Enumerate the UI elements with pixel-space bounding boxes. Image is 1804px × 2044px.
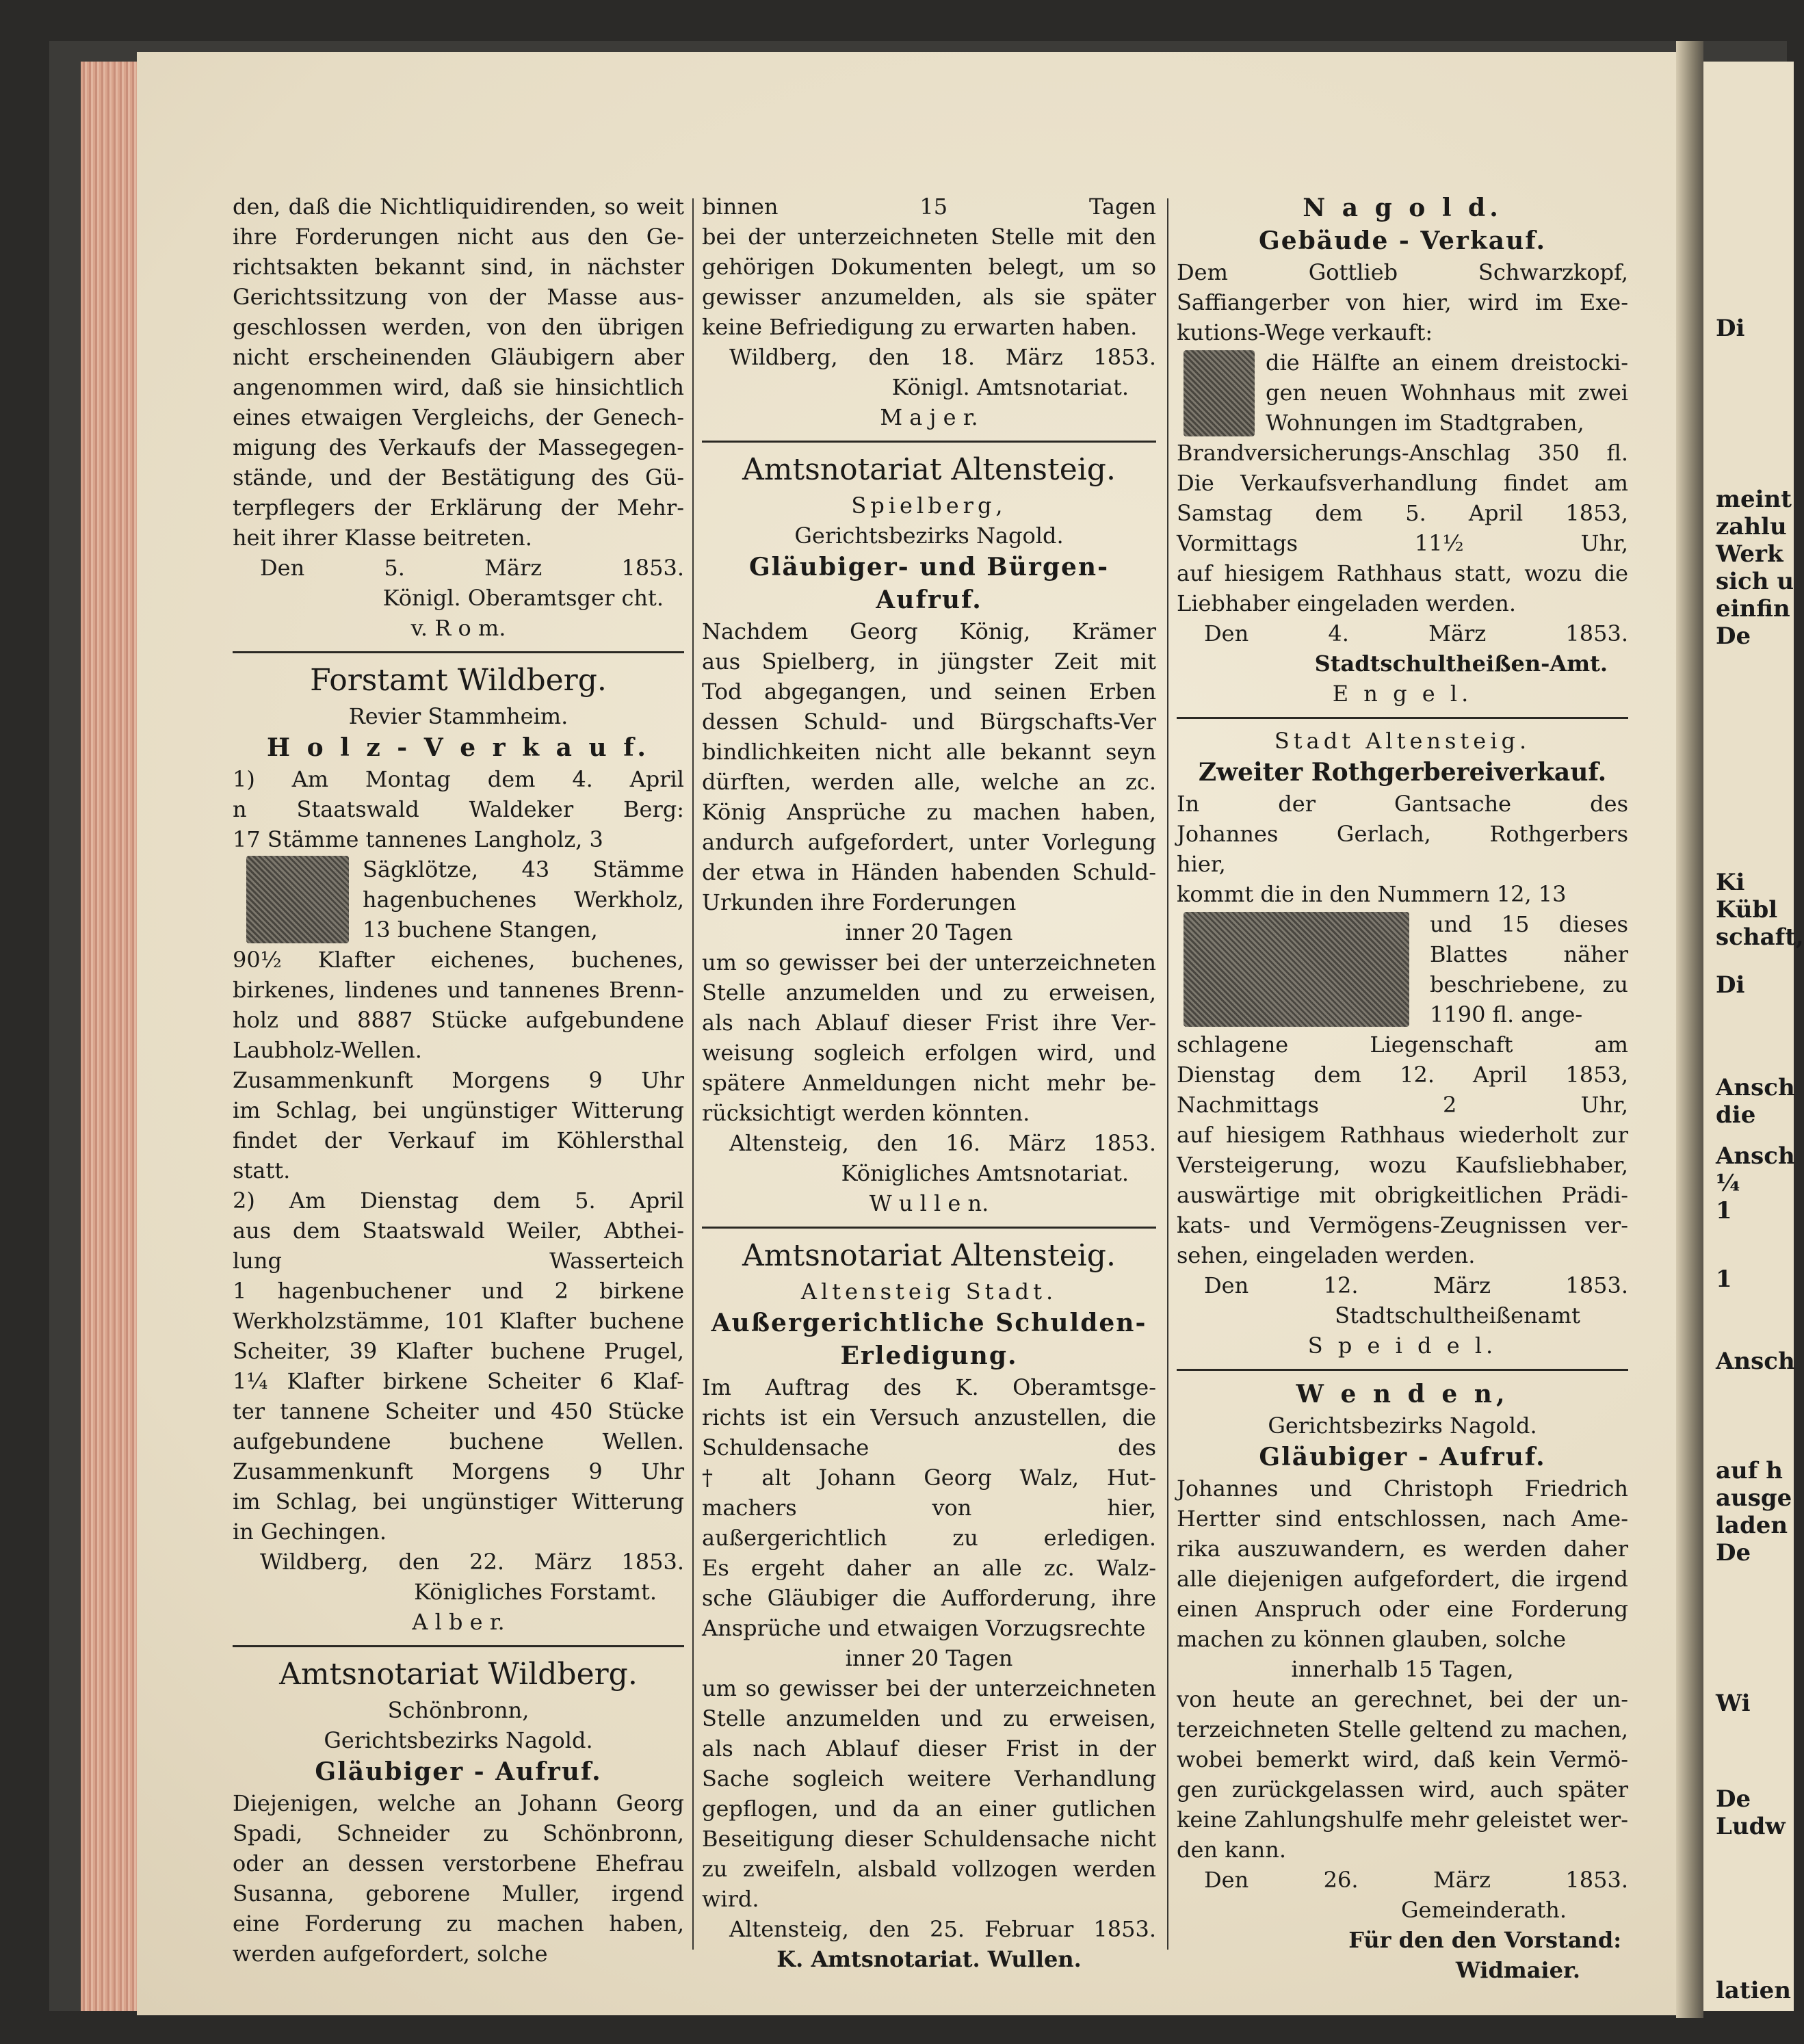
top-signer: M a j e r. [880, 404, 978, 430]
text-line: 1¼ Klafter birkene Scheiter 6 Klaf- [233, 1368, 684, 1394]
a2-lines [702, 1372, 1156, 1643]
text-line: eine Forderung zu machen haben, [233, 1911, 684, 1937]
text-line: holz und 8887 Stücke aufgebundene [233, 1007, 684, 1033]
text-line: Nachmittags 2 Uhr, [1177, 1092, 1628, 1118]
text-line: rücksichtigt werden könnten. [702, 1100, 1030, 1126]
text-line: Susanna, geborene Muller, irgend [233, 1881, 684, 1907]
text-line: sche Gläubiger die Aufforderung, ihre [702, 1585, 1156, 1611]
text-line: Ansprüche und etwaigen Vorzugsrechte [702, 1615, 1146, 1641]
top-notice-lines [702, 192, 1156, 342]
a1-district: Gerichtsbezirks Nagold. [794, 523, 1064, 549]
nagold-office: Stadtschultheißen-Amt. [1314, 651, 1608, 677]
column-3 [1177, 192, 1628, 1985]
text-line: kats- und Vermögens-Zeugnissen ver- [1177, 1212, 1628, 1238]
text-line: schlagene Liegenschaft am [1177, 1032, 1628, 1058]
text-line: aufgebundene buchene Wellen. [233, 1428, 684, 1454]
column-2 [702, 192, 1156, 1974]
text-line: als nach Ablauf dieser Frist in der [702, 1735, 1156, 1761]
text-line: im Schlag, bei ungünstiger Witterung [233, 1489, 684, 1515]
text-line: Es ergeht daher an alle zc. Walz- [702, 1555, 1156, 1581]
text-line: keine Befriedigung zu erwarten haben. [702, 314, 1138, 340]
text-line: In der Gantsache des [1177, 791, 1628, 817]
text-line: Tod abgegangen, und seinen Erben [702, 679, 1156, 705]
next-page-text-fragment: Di [1716, 971, 1745, 999]
text-line: aus Spielberg, in jüngster Zeit mit [702, 648, 1156, 674]
wenden-for: Für den den Vorstand: [1348, 1927, 1621, 1953]
text-line: richts ist ein Versuch anzustellen, die [702, 1404, 1156, 1430]
a1-signer: W u l l e n. [869, 1190, 989, 1216]
a2-place: Altensteig Stadt. [800, 1279, 1058, 1305]
text-line: Dienstag dem 12. April 1853, [1177, 1062, 1628, 1088]
column-rule-left [692, 198, 694, 1950]
next-page-text-fragment: einfin [1716, 595, 1790, 623]
text-line: Samstag dem 5. April 1853, [1177, 500, 1628, 526]
text-line: einen Anspruch oder eine Forderung [1177, 1596, 1628, 1622]
book-gutter [1676, 41, 1703, 2018]
a1-place: Spielberg, [851, 493, 1007, 519]
text-line: machers von hier, [702, 1495, 1156, 1521]
text-line: Sägklötze, 43 Stämme [363, 856, 684, 882]
nagold-lines-b [1177, 438, 1628, 618]
next-page-text-fragment: die [1716, 1101, 1756, 1129]
text-line: 1190 fl. ange- [1430, 1001, 1583, 1027]
divider [1177, 717, 1628, 719]
next-page-text-fragment: Werk [1716, 540, 1783, 568]
text-line: 17 Stämme tannenes Langholz, 3 [233, 826, 603, 852]
next-page-text-fragment: Ludw [1716, 1813, 1786, 1840]
next-page-text-fragment: De [1716, 1539, 1751, 1567]
text-line: hier, [1177, 851, 1226, 877]
wenden-within: innerhalb 15 Tagen, [1291, 1656, 1514, 1682]
text-line: Vormittags 11½ Uhr, [1177, 530, 1628, 556]
woodcut-tannery-image [1184, 912, 1409, 1027]
next-page-text-fragment: Ki [1716, 869, 1745, 896]
divider [702, 1227, 1156, 1229]
wenden-heading: Gläubiger - Aufruf. [1259, 1443, 1546, 1471]
next-page-text-fragment: schaft, [1716, 923, 1804, 951]
text-line: spätere Anmeldungen nicht mehr be- [702, 1070, 1156, 1096]
text-line: geschlossen werden, von den übrigen [233, 314, 684, 340]
notice-signer: v. R o m. [410, 615, 506, 641]
text-line: alle diejenigen aufgefordert, die irgend [1177, 1566, 1628, 1592]
text-line: Brandversicherungs-Anschlag 350 fl. [1177, 440, 1628, 466]
a1-date: Altensteig, den 16. März 1853. [729, 1130, 1156, 1156]
a1-within: inner 20 Tagen [845, 919, 1013, 945]
forst-lines-a [233, 764, 684, 854]
next-page-text-fragment: auf h [1716, 1457, 1783, 1484]
text-line: der etwa in Händen habenden Schuld- [702, 859, 1156, 885]
text-line: Die Verkaufsverhandlung findet am [1177, 470, 1628, 496]
stadt-woodcut-block [1177, 909, 1628, 1030]
text-line: Wohnungen im Stadtgraben, [1266, 410, 1584, 436]
a2-within: inner 20 Tagen [845, 1645, 1013, 1671]
text-line: machen zu können glauben, solche [1177, 1626, 1567, 1652]
notice-office: Königl. Oberamtsger cht. [382, 585, 664, 611]
forst-subtitle: Revier Stammheim. [348, 703, 568, 729]
a1-title: Amtsnotariat Altensteig. [742, 452, 1116, 487]
text-line: zu zweifeln, alsbald vollzogen werden [702, 1856, 1156, 1882]
text-line: gehörigen Dokumenten belegt, um so [702, 254, 1156, 280]
text-line: Urkunden ihre Forderungen [702, 889, 1017, 915]
stadt-lines-a [1177, 789, 1628, 909]
text-line: richtsakten bekannt sind, in nächster [233, 254, 684, 280]
text-line: Zusammenkunft Morgens 9 Uhr [233, 1067, 684, 1093]
text-line: und 15 dieses [1430, 911, 1628, 937]
text-line: auf hiesigem Rathhaus wiederholt zur [1177, 1122, 1628, 1148]
text-line: in Gechingen. [233, 1519, 387, 1545]
text-line: außergerichtlich zu erledigen. [702, 1525, 1156, 1551]
forst-signer: A l b e r. [412, 1609, 505, 1635]
next-page-text-fragment: Ansch [1716, 1142, 1795, 1170]
next-page-text-fragment: 1 [1716, 1197, 1732, 1224]
next-page-text-fragment: laden [1716, 1512, 1788, 1539]
nagold-town: N a g o l d. [1303, 194, 1502, 222]
column-rule-right [1167, 198, 1168, 1950]
text-line: Gerichtssitzung von der Masse aus- [233, 284, 684, 310]
text-line: 2) Am Dienstag dem 5. April [233, 1188, 684, 1214]
notice-continuation [233, 192, 684, 553]
next-page-text-fragment: De [1716, 1785, 1751, 1813]
stadt-heading: Zweiter Rothgerbereiverkauf. [1198, 758, 1607, 787]
text-line: Dem Gottlieb Schwarzkopf, [1177, 259, 1628, 285]
top-office: Königl. Amtsnotariat. [891, 374, 1129, 400]
divider [702, 441, 1156, 443]
text-line: von heute an gerechnet, bei der un- [1177, 1686, 1628, 1712]
text-line: König Ansprüche zu machen haben, [702, 799, 1156, 825]
text-line: gen neuen Wohnhaus mit zwei [1266, 380, 1628, 406]
text-line: 90½ Klafter eichenes, buchenes, [233, 947, 684, 973]
text-line: Zusammenkunft Morgens 9 Uhr [233, 1458, 684, 1484]
next-page-text-fragment: zahlu [1716, 513, 1787, 540]
text-line: um so gewisser bei der unterzeichneten [702, 1675, 1156, 1701]
next-page-text-fragment: ¼ [1716, 1170, 1740, 1197]
text-line: Stelle anzumelden und zu erweisen, [702, 1705, 1156, 1731]
text-line: Stelle anzumelden und zu erweisen, [702, 980, 1156, 1006]
text-line: hagenbuchenes Werkholz, [363, 887, 684, 913]
notar-heading: Gläubiger - Aufruf. [315, 1757, 602, 1786]
top-date: Wildberg, den 18. März 1853. [729, 344, 1156, 370]
text-line: Spadi, Schneider zu Schönbronn, [233, 1820, 684, 1846]
text-line: beschriebene, zu [1430, 971, 1628, 997]
next-page-text-fragment: ausge [1716, 1484, 1792, 1512]
notar-district: Gerichtsbezirks Nagold. [324, 1727, 593, 1753]
text-line: auf hiesigem Rathhaus statt, wozu die [1177, 560, 1628, 586]
text-line: andurch aufgefordert, unter Vorlegung [702, 829, 1156, 855]
column-1 [233, 192, 684, 1969]
forst-heading: H o l z - V e r k a u f. [267, 733, 650, 762]
text-line: Versteigerung, wozu Kaufsliebhaber, [1177, 1152, 1628, 1178]
a2-date: Altensteig, den 25. Februar 1853. [729, 1916, 1156, 1942]
text-line: 1 hagenbuchener und 2 birkene [233, 1278, 684, 1304]
a1-office: Königliches Amtsnotariat. [841, 1160, 1129, 1186]
text-line: angenommen wird, daß sie hinsichtlich [233, 374, 684, 400]
text-line: nicht erscheinenden Gläubigern aber [233, 344, 684, 370]
text-line: im Schlag, bei ungünstiger Witterung [233, 1097, 684, 1123]
text-line: dürften, werden alle, welche an zc. [702, 769, 1156, 795]
divider [233, 651, 684, 653]
text-line: kutions-Wege verkauft: [1177, 319, 1433, 345]
text-line: birkenes, lindenes und tannenes Brenn- [233, 977, 684, 1003]
text-line: Johannes Gerlach, Rothgerbers [1177, 821, 1628, 847]
wenden-district: Gerichtsbezirks Nagold. [1268, 1413, 1537, 1439]
stadt-lines-b [1177, 1030, 1628, 1270]
text-line: eines etwaigen Vergleichs, der Genech- [233, 404, 684, 430]
wenden-office: Gemeinderath. [1400, 1897, 1567, 1923]
text-line: 1) Am Montag dem 4. April [233, 766, 684, 792]
next-page-fragment [1703, 62, 1804, 2011]
wenden-signer: Widmaier. [1455, 1957, 1580, 1983]
text-line: rika auszuwandern, es werden daher [1177, 1536, 1628, 1562]
text-line: migung des Verkaufs der Massegegen- [233, 434, 684, 460]
divider [1177, 1369, 1628, 1371]
text-line: lung Wasserteich [233, 1248, 684, 1274]
text-line: Hertter sind entschlossen, nach Ame- [1177, 1506, 1628, 1532]
next-page-text-fragment: Kübl [1716, 896, 1778, 923]
text-line: aus dem Staatswald Weiler, Abthei- [233, 1218, 684, 1244]
text-line: heit ihrer Klasse beitreten. [233, 525, 532, 551]
text-line: Scheiter, 39 Klafter buchene Prugel, [233, 1338, 684, 1364]
text-line: Blattes näher [1430, 941, 1628, 967]
text-line: dessen Schuld- und Bürgschafts-Ver [702, 709, 1156, 735]
stadt-town: Stadt Altensteig. [1274, 728, 1531, 754]
text-line: um so gewisser bei der unterzeichneten [702, 949, 1156, 975]
text-line: den kann. [1177, 1837, 1287, 1863]
nagold-heading: Gebäude - Verkauf. [1258, 226, 1547, 255]
text-line: statt. [233, 1157, 291, 1183]
next-page-text-fragment: Di [1716, 315, 1745, 342]
text-line: weisung sogleich erfolgen wird, und [702, 1040, 1156, 1066]
next-page-text-fragment: 1 [1716, 1266, 1732, 1293]
text-line: Johannes und Christoph Friedrich [1177, 1476, 1628, 1502]
forst-lines-b [233, 945, 684, 1547]
woodcut-house-image [1184, 350, 1255, 436]
text-line: oder an dessen verstorbene Ehefrau [233, 1850, 684, 1876]
forst-office: Königliches Forstamt. [414, 1579, 657, 1605]
text-line: gewisser anzumelden, als sie später [702, 284, 1156, 310]
a1-lines-2 [702, 947, 1156, 1128]
stadt-date: Den 12. März 1853. [1204, 1272, 1628, 1298]
text-line: auswärtige mit obrigkeitlichen Prädi- [1177, 1182, 1628, 1208]
text-line: wird. [702, 1886, 759, 1912]
nagold-lines-a [1177, 257, 1628, 348]
forst-date: Wildberg, den 22. März 1853. [260, 1549, 684, 1575]
divider [233, 1645, 684, 1647]
text-line: bindlichkeiten nicht alle bekannt seyn [702, 739, 1156, 765]
text-line: † alt Johann Georg Walz, Hut- [702, 1465, 1156, 1491]
text-line: binnen 15 Tagen [702, 194, 1156, 220]
text-line: Beseitigung dieser Schuldensache nicht [702, 1826, 1156, 1852]
text-line: Liebhaber eingeladen werden. [1177, 590, 1517, 616]
wenden-town: W e n d e n, [1296, 1380, 1509, 1408]
wenden-lines [1177, 1473, 1628, 1654]
text-line: ihre Forderungen nicht aus den Ge- [233, 224, 684, 250]
wenden-date: Den 26. März 1853. [1204, 1867, 1628, 1893]
next-page-text-fragment: Ansch [1716, 1074, 1795, 1101]
text-line: sehen, eingeladen werden. [1177, 1242, 1476, 1268]
text-line: gepflogen, und da an einer gutlichen [702, 1796, 1156, 1822]
a2-heading-2: Erledigung. [840, 1341, 1018, 1370]
text-line: n Staatswald Waldeker Berg: [233, 796, 684, 822]
text-line: Sache sogleich weitere Verhandlung [702, 1766, 1156, 1792]
notar-title: Amtsnotariat Wildberg. [279, 1657, 638, 1692]
woodcut-worker-image [246, 856, 349, 943]
text-line: keine Zahlungshulfe mehr geleistet wer- [1177, 1807, 1628, 1833]
forst-title: Forstamt Wildberg. [310, 663, 607, 698]
a1-heading-2: Aufruf. [876, 586, 982, 614]
a2-lines-2 [702, 1673, 1156, 1914]
text-line: Saffiangerber von hier, wird im Exe- [1177, 289, 1628, 315]
next-page-text-fragment: Ansch [1716, 1348, 1795, 1375]
text-line: den, daß die Nichtliquidirenden, so weit [233, 194, 684, 220]
text-line: terpflegers der Erklärung der Mehr- [233, 495, 684, 521]
text-line: die Hälfte an einem dreistocki- [1266, 350, 1628, 376]
text-line: wobei bemerkt wird, daß kein Vermö- [1177, 1746, 1628, 1772]
text-line: stände, und der Bestätigung des Gü- [233, 464, 684, 490]
next-page-text-fragment: Wi [1716, 1690, 1751, 1717]
text-line: Schuldensache des [702, 1434, 1156, 1460]
text-line: 13 buchene Stangen, [363, 917, 598, 943]
a2-footer: K. Amtsnotariat. Wullen. [776, 1946, 1082, 1972]
nagold-woodcut-block [1177, 348, 1628, 438]
notar-lines [233, 1788, 684, 1969]
wenden-lines-2 [1177, 1684, 1628, 1865]
text-line: werden aufgefordert, solche [233, 1941, 548, 1967]
next-page-text-fragment: sich u [1716, 568, 1794, 595]
text-line: gen zurückgelassen wird, auch später [1177, 1777, 1628, 1803]
stadt-signer: S p e i d e l. [1307, 1333, 1498, 1359]
text-line: bei der unterzeichneten Stelle mit den [702, 224, 1156, 250]
a2-heading-1: Außergerichtliche Schulden- [711, 1309, 1147, 1337]
a2-title: Amtsnotariat Altensteig. [742, 1238, 1116, 1273]
next-page-text-fragment: meint [1716, 486, 1792, 513]
a1-heading-1: Gläubiger- und Bürgen- [748, 553, 1110, 581]
nagold-date: Den 4. März 1853. [1204, 620, 1628, 646]
text-line: ter tannene Scheiter und 450 Stücke [233, 1398, 684, 1424]
next-page-text-fragment: latien [1716, 1977, 1791, 2004]
text-line: Diejenigen, welche an Johann Georg [233, 1790, 684, 1816]
notar-place: Schönbronn, [387, 1697, 530, 1723]
text-line: Im Auftrag des K. Oberamtsge- [702, 1374, 1156, 1400]
text-line: kommt die in den Nummern 12, 13 [1177, 881, 1567, 907]
text-line: Werkholzstämme, 101 Klafter buchene [233, 1308, 684, 1334]
forst-woodcut-block [233, 854, 684, 945]
a1-lines [702, 616, 1156, 917]
page-edges [81, 62, 142, 2011]
text-line: Laubholz-Wellen. [233, 1037, 422, 1063]
next-page-text-fragment: De [1716, 623, 1751, 650]
text-line: Nachdem Georg König, Krämer [702, 618, 1156, 644]
notice-date: Den 5. März 1853. [260, 555, 684, 581]
text-line: findet der Verkauf im Köhlersthal [233, 1127, 684, 1153]
text-line: terzeichneten Stelle geltend zu machen, [1177, 1716, 1628, 1742]
stadt-office: Stadtschultheißenamt [1335, 1302, 1580, 1328]
nagold-signer: E n g e l. [1332, 681, 1473, 707]
text-line: als nach Ablauf dieser Frist ihre Ver- [702, 1010, 1156, 1036]
